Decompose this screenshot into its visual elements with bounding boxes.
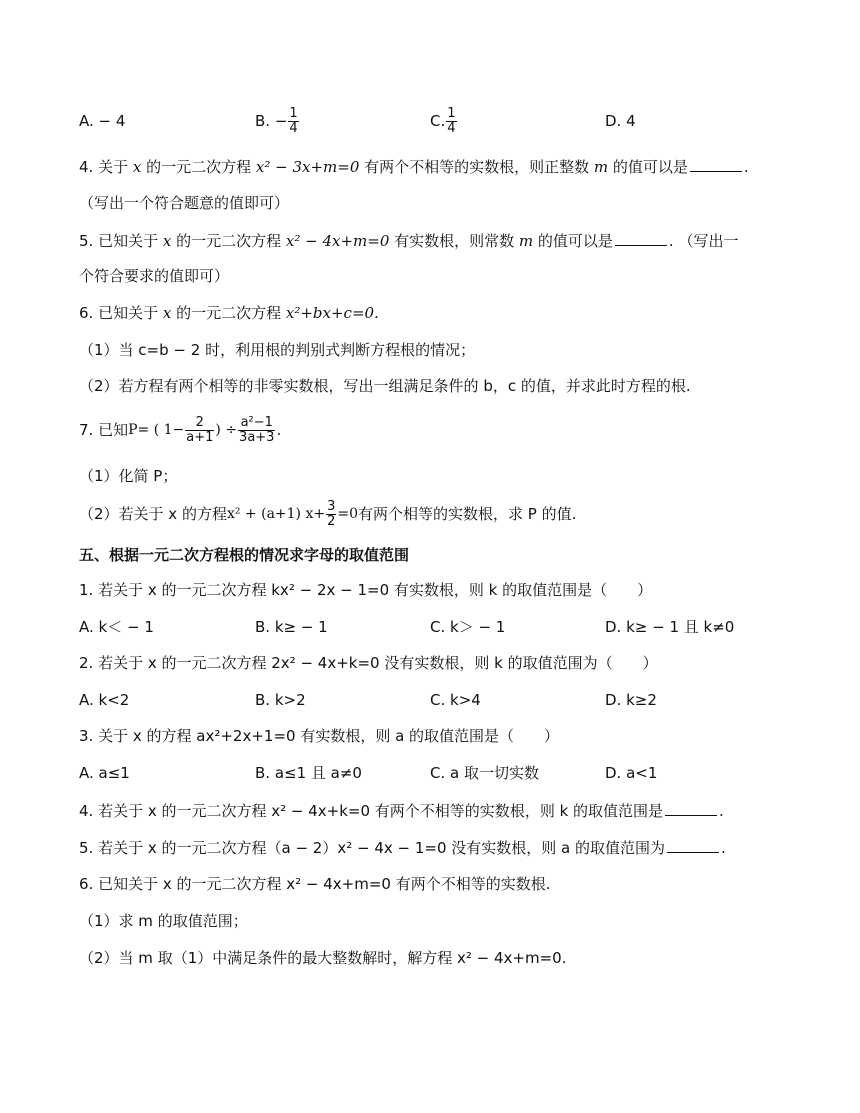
fraction bbox=[238, 416, 275, 445]
text: 的一元二次方程 bbox=[141, 158, 256, 176]
fraction bbox=[185, 416, 214, 445]
s5-question-3: 3. 关于 x 的方程 ax²+2x+1=0 有实数根，则 a 的取值范围是（ ） bbox=[79, 727, 560, 745]
expression: x² + (a+1) x+ bbox=[226, 506, 326, 522]
variable: x bbox=[132, 158, 142, 176]
s5-q3-option-a: A. a≤1 bbox=[79, 764, 130, 782]
s5-q3-option-d: D. a<1 bbox=[605, 764, 658, 782]
question-6-part-1: （1）当 c=b − 2 时，利用根的判别式判断方程根的情况； bbox=[79, 341, 476, 359]
variable: m bbox=[518, 232, 534, 250]
s5-q1-option-a: A. k＜ − 1 bbox=[79, 618, 154, 636]
s5-q2-option-b: B. k>2 bbox=[255, 691, 306, 709]
text: 5. 若关于 x 的一元二次方程（a − 2）x² − 4x − 1=0 没有实数根，则 a 的取值范围为 bbox=[79, 839, 666, 857]
variable: x bbox=[162, 232, 172, 250]
fraction-numerator: a²−1 bbox=[240, 414, 273, 430]
s5-q1-option-b: B. k≥ − 1 bbox=[255, 618, 328, 636]
expression: P= ( 1− bbox=[128, 422, 185, 438]
s5-q3-option-b: B. a≤1 且 a≠0 bbox=[255, 764, 362, 782]
fraction bbox=[326, 500, 336, 529]
q3-option-c-prefix: C. bbox=[430, 112, 446, 130]
fraction-denominator: 3a+3 bbox=[239, 429, 275, 445]
fraction bbox=[446, 107, 456, 136]
s5-q2-option-a: A. k<2 bbox=[79, 691, 130, 709]
fraction bbox=[288, 107, 298, 136]
fraction-denominator: 4 bbox=[447, 120, 456, 136]
s5-q1-option-c: C. k＞ − 1 bbox=[430, 618, 506, 636]
s5-q2-option-c: C. k>4 bbox=[430, 691, 481, 709]
text: 的一元二次方程 bbox=[171, 304, 286, 322]
equation: x² − 3x+m=0 bbox=[255, 158, 360, 176]
q3-option-d: D. 4 bbox=[605, 112, 636, 130]
s5-q3-option-c: C. a 取一切实数 bbox=[430, 764, 539, 782]
text: 5. 已知关于 bbox=[79, 232, 163, 250]
text: 有实数根，则常数 bbox=[389, 232, 519, 250]
text: 的一元二次方程 bbox=[171, 232, 286, 250]
answer-blank[interactable] bbox=[667, 837, 719, 853]
fraction-numerator: 3 bbox=[327, 498, 336, 514]
s5-q1-option-d: D. k≥ − 1 且 k≠0 bbox=[605, 618, 735, 636]
text: 的值可以是 bbox=[533, 232, 613, 250]
answer-blank[interactable] bbox=[615, 230, 667, 246]
fraction-numerator: 1 bbox=[447, 105, 456, 121]
text: 6. 已知关于 bbox=[79, 304, 163, 322]
expression: =0 bbox=[337, 506, 359, 522]
text: 的值可以是 bbox=[608, 158, 688, 176]
section-title: 五、根据一元二次方程根的情况求字母的取值范围 bbox=[79, 546, 410, 564]
fraction-denominator: 2 bbox=[327, 513, 336, 529]
answer-blank[interactable] bbox=[690, 156, 742, 172]
question-4-note: （写出一个符合题意的值即可） bbox=[79, 194, 290, 212]
question-6-part-2: （2）若方程有两个相等的非零实数根，写出一组满足条件的 b，c 的值，并求此时方程的根. bbox=[79, 377, 691, 395]
question-7 bbox=[79, 412, 281, 448]
text: 4. 关于 bbox=[79, 158, 133, 176]
text: . （写出一 bbox=[668, 232, 739, 250]
text: . bbox=[721, 839, 726, 857]
fraction-numerator: 1 bbox=[289, 105, 298, 121]
question-5 bbox=[79, 230, 738, 251]
equation: x² − 4x+m=0 bbox=[285, 232, 390, 250]
q3-option-b-prefix: B. − bbox=[255, 112, 288, 130]
text: 有两个相等的实数根，求 P 的值. bbox=[358, 505, 577, 523]
q3-option-b bbox=[255, 103, 300, 139]
text: 7. 已知 bbox=[79, 421, 129, 439]
text: 有两个不相等的实数根，则正整数 bbox=[359, 158, 594, 176]
equation: x²+bx+c=0. bbox=[285, 304, 379, 322]
q3-option-c bbox=[430, 103, 458, 139]
s5-question-6: 6. 已知关于 x 的一元二次方程 x² − 4x+m=0 有两个不相等的实数根. bbox=[79, 875, 551, 893]
s5-question-4 bbox=[79, 800, 724, 821]
s5-question-5 bbox=[79, 837, 726, 858]
s5-question-1: 1. 若关于 x 的一元二次方程 kx² − 2x − 1=0 有实数根，则 k 的取值范围是（ ） bbox=[79, 581, 653, 599]
question-6 bbox=[79, 303, 379, 323]
question-5-note: 个符合要求的值即可） bbox=[79, 267, 230, 285]
answer-blank[interactable] bbox=[665, 800, 717, 816]
expression: ) ÷ bbox=[215, 422, 238, 438]
text: . bbox=[276, 421, 282, 439]
text: . bbox=[743, 158, 749, 176]
question-7-part-2 bbox=[79, 496, 576, 532]
fraction-numerator: 2 bbox=[195, 414, 204, 430]
variable: m bbox=[593, 158, 609, 176]
text: 4. 若关于 x 的一元二次方程 x² − 4x+k=0 有两个不相等的实数根，则 k 的取值范围是 bbox=[79, 802, 664, 820]
fraction-denominator: 4 bbox=[289, 120, 298, 136]
s5-question-6-part-1: （1）求 m 的取值范围； bbox=[79, 912, 248, 930]
q3-option-a: A. − 4 bbox=[79, 112, 126, 130]
s5-question-2: 2. 若关于 x 的一元二次方程 2x² − 4x+k=0 没有实数根，则 k 的取值范围为（ ） bbox=[79, 654, 658, 672]
text: . bbox=[719, 802, 724, 820]
question-4 bbox=[79, 156, 749, 177]
fraction-denominator: a+1 bbox=[186, 429, 214, 445]
question-7-part-1: （1）化简 P； bbox=[79, 467, 178, 485]
text: （2）若关于 x 的方程 bbox=[79, 505, 227, 523]
s5-q2-option-d: D. k≥2 bbox=[605, 691, 657, 709]
s5-question-6-part-2: （2）当 m 取（1）中满足条件的最大整数解时，解方程 x² − 4x+m=0. bbox=[79, 949, 567, 967]
variable: x bbox=[162, 304, 172, 322]
